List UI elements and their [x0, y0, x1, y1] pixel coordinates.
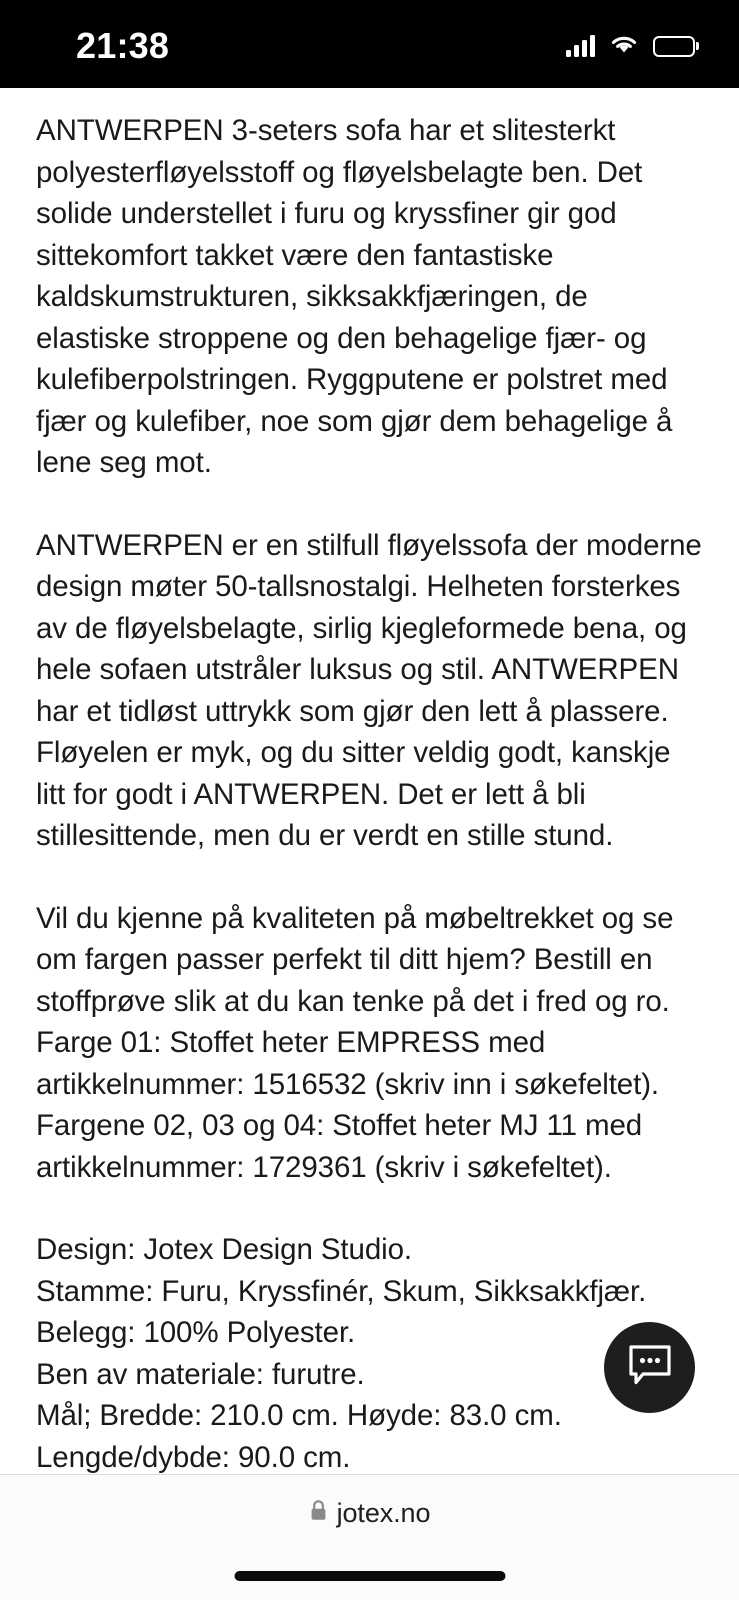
cellular-signal-icon: [566, 35, 595, 57]
wifi-icon: [609, 33, 639, 60]
description-paragraph-1: ANTWERPEN 3-seters sofa har et slitesterkt polyesterfløyelsstoff og fløyelsbelagte ben. Det solide understellet i furu og kryssfiner gir god sittekomfort takket være den fantastiske kaldskumstrukturen, sikksakkfjæringen, de elastiske stroppene og den behagelige fjær- og kulefiberpolstringen. Ryggputene er polstret med fjær og kulefiber, noe som gjør dem behagelige å lene seg mot.: [36, 114, 673, 479]
address-bar[interactable]: [0, 1475, 739, 1551]
status-time: 21:38: [76, 25, 170, 66]
spec-line-covering: Belegg: 100% Polyester.: [36, 1316, 356, 1349]
fabric-line: Fargene 02, 03 og 04: Stoffet heter MJ 11 med: [36, 1109, 643, 1142]
spacer: [36, 1188, 703, 1229]
fabric-line: artikkelnummer: 1729361 (skriv i søkefeltet).: [36, 1150, 612, 1184]
home-indicator[interactable]: [234, 1571, 505, 1581]
fabric-line: Farge 01: Stoffet heter EMPRESS med: [36, 1026, 546, 1059]
status-bar: [0, 0, 739, 88]
spec-line-design: Design: Jotex Design Studio.: [36, 1233, 412, 1266]
product-description-content: [0, 88, 739, 1474]
status-icons: [566, 33, 695, 60]
lock-icon: [309, 1499, 328, 1527]
spec-line-legs: Ben av materiale: furutre.: [36, 1357, 365, 1391]
fabric-sample-info: [36, 1022, 703, 1188]
description-paragraph-3: Vil du kjenne på kvaliteten på møbeltrekket og se om fargen passer perfekt til ditt hjem? Bestill en stoffprøve slik at du kan tenke på det i fred og ro.: [36, 901, 674, 1018]
chat-bubble-icon: [627, 1344, 673, 1391]
fabric-line: artikkelnummer: 1516532 (skriv inn i søkefeltet).: [36, 1067, 660, 1101]
description-paragraph-2: ANTWERPEN er en stilfull fløyelssofa der moderne design møter 50-tallsnostalgi. Helheten forsterkes av de fløyelsbelagte, sirlig kjegleformede bena, og hele sofaen utstråler luksus og stil. ANTWERPEN har et tidløst uttrykk som gjør den lett å plassere. Fløyelen er myk, og du sitter veldig godt, kanskje litt for godt i ANTWERPEN. Det er lett å bli stillesittende, men du er verdt en stille stund.: [36, 528, 702, 852]
url-text: jotex.no: [336, 1497, 431, 1528]
spec-line-frame: Stamme: Furu, Kryssfinér, Skum, Sikksakkfjær.: [36, 1274, 647, 1308]
chat-button[interactable]: [604, 1322, 695, 1413]
spec-line-depth: Lengde/dybde: 90.0 cm.: [36, 1440, 351, 1474]
spec-line-dimensions: Mål; Bredde: 210.0 cm. Høyde: 83.0 cm.: [36, 1399, 562, 1432]
battery-icon: [653, 36, 695, 57]
browser-bottom-bar: [0, 1474, 739, 1600]
